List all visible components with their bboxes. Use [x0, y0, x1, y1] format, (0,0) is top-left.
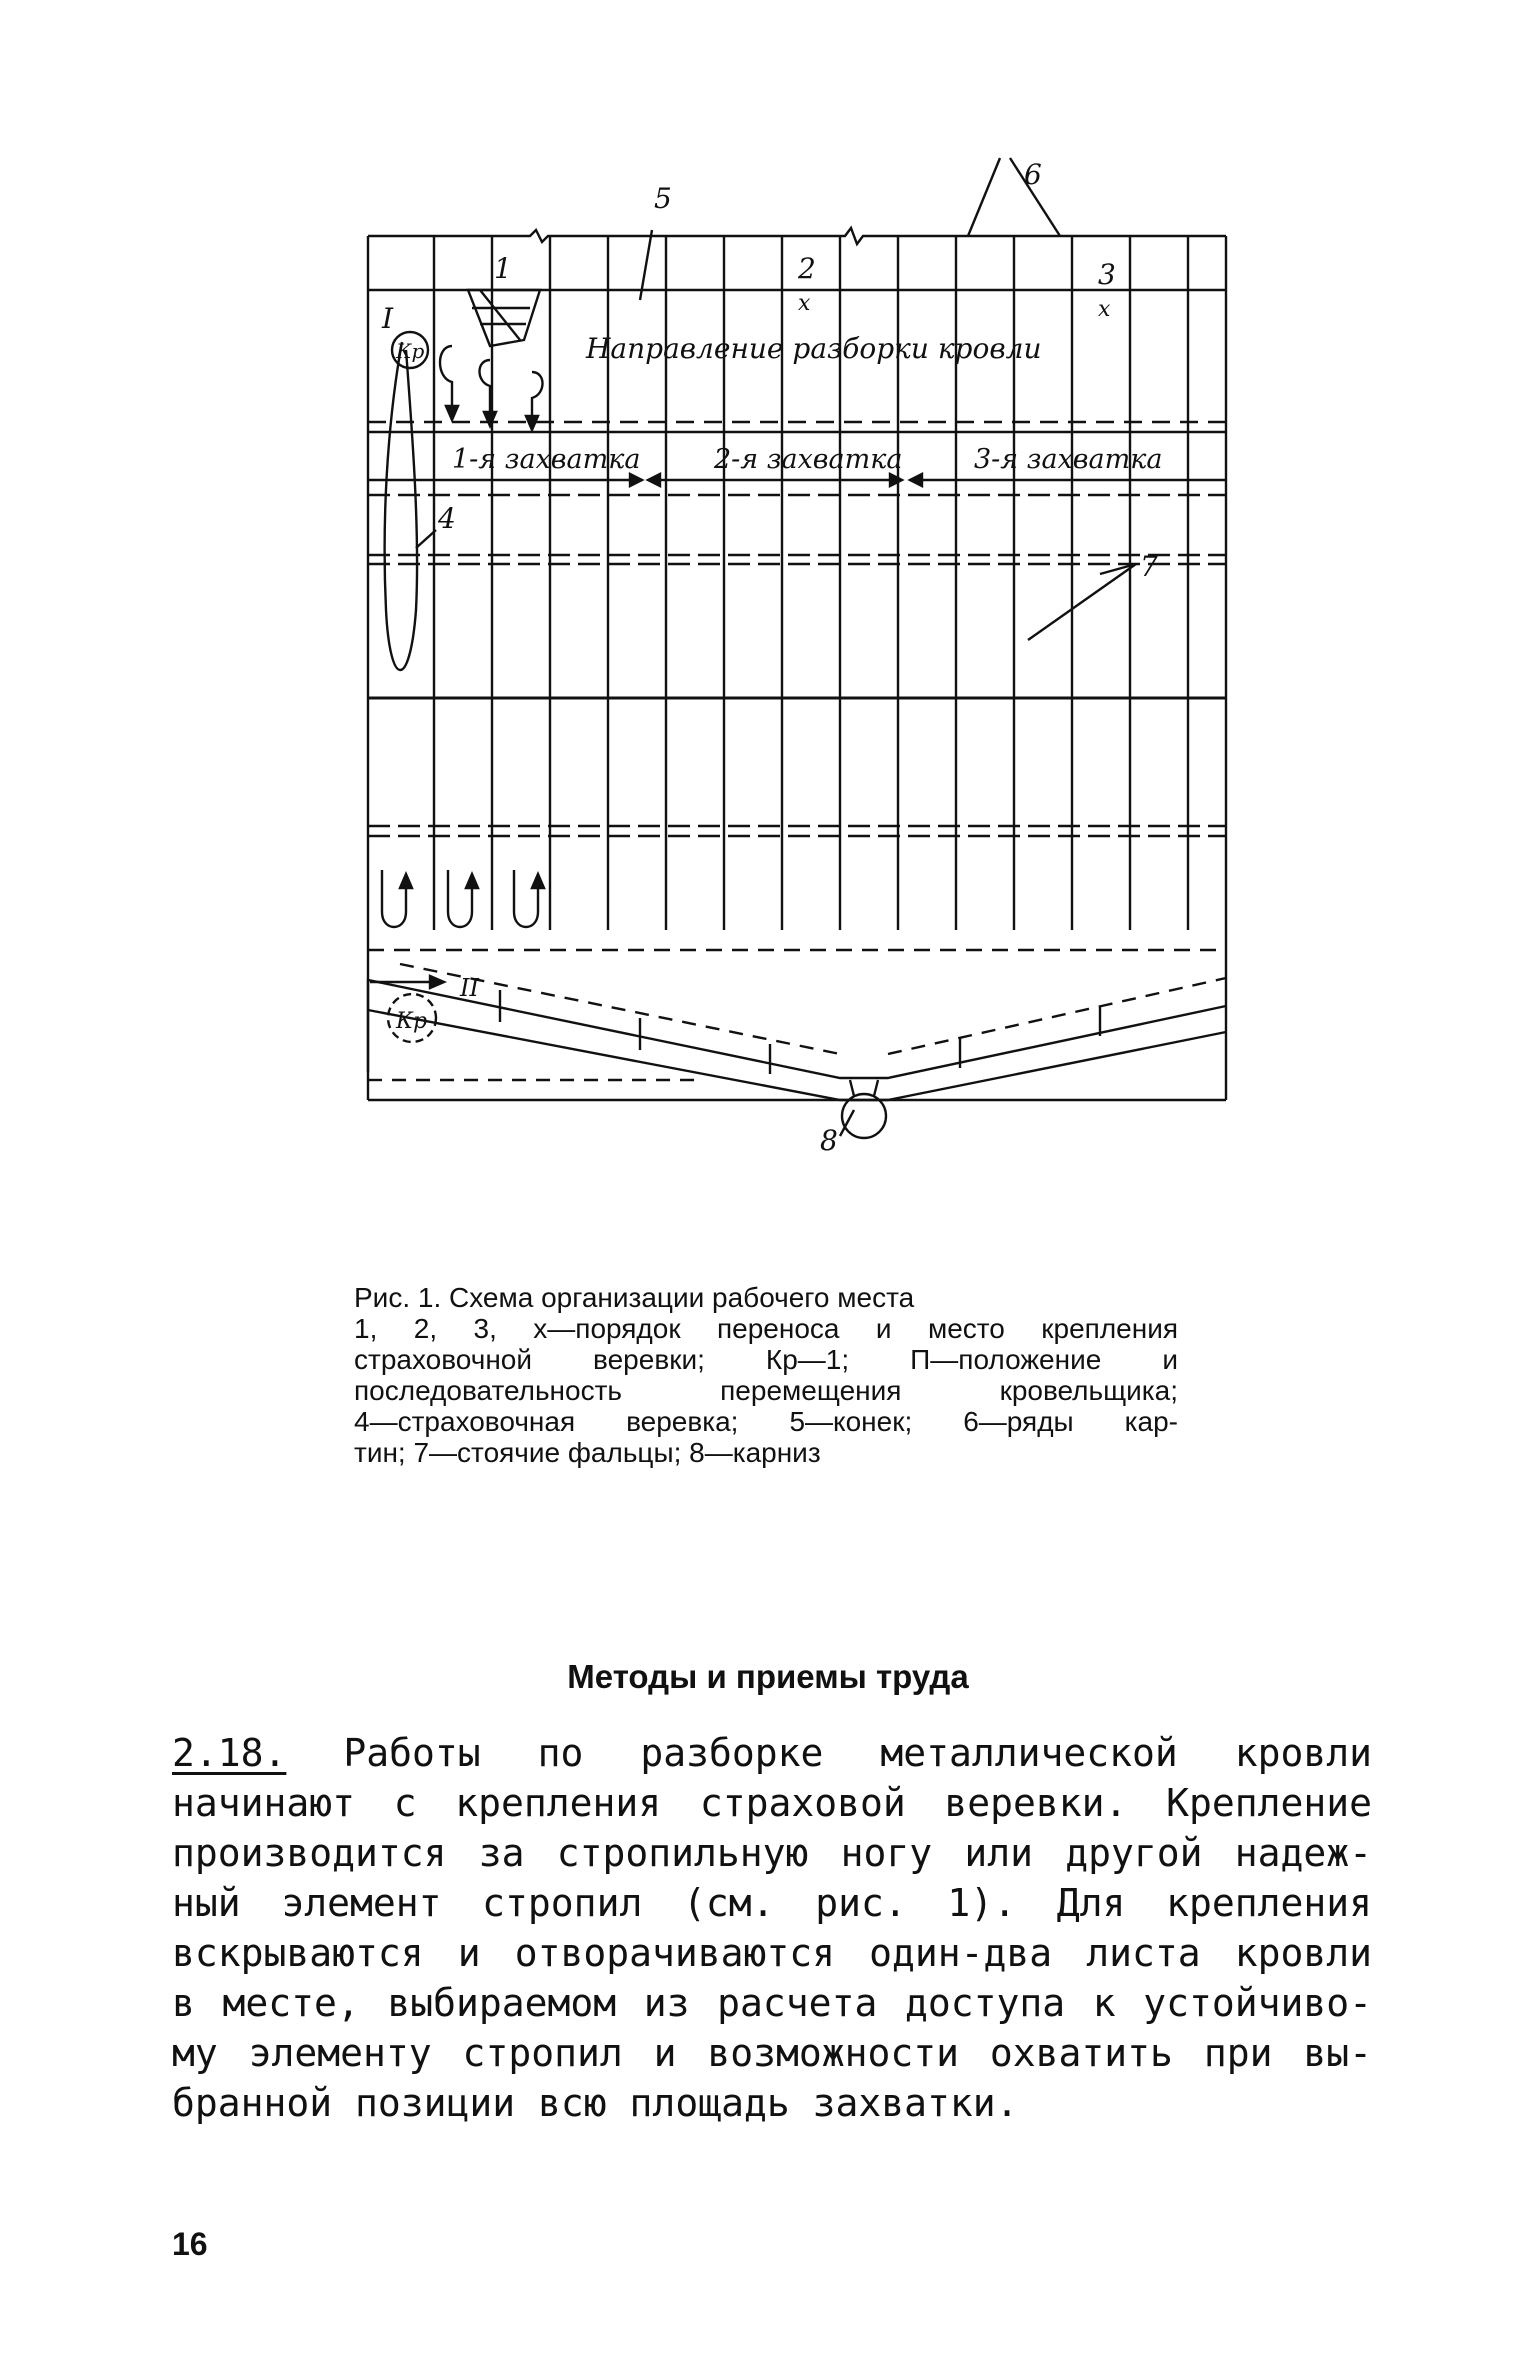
- label-kr-bottom: Кр: [396, 1009, 428, 1034]
- caption-line: 4—страховочная веревка; 5—конек; 6—ряды кар-: [354, 1406, 1178, 1437]
- movement-arrow-1: [440, 346, 452, 412]
- label-position-I: I: [382, 302, 394, 335]
- label-position-II: II: [460, 974, 479, 1002]
- caption-line: последовательность перемещения кровельщика;: [354, 1375, 1178, 1406]
- movement-arrow-2: [480, 360, 491, 418]
- bottom-hook-3: [514, 870, 538, 927]
- label-direction: Направление разборки кровли: [586, 332, 1042, 365]
- label-cross-3: x: [1098, 297, 1111, 322]
- ridge-line: [368, 228, 1226, 244]
- paragraph-line: му элементу стропил и возможности охватить при вы-: [172, 2031, 1372, 2075]
- paragraph-line: в месте, выбираемом из расчета доступа к устойчиво-: [172, 1981, 1372, 2025]
- bottom-hook-1: [382, 870, 406, 927]
- paragraph-line: производится за стропильную ногу или другой надеж-: [172, 1831, 1372, 1875]
- figure-caption: [354, 1282, 1178, 1468]
- label-order-2: 2: [798, 252, 816, 285]
- paragraph-2-18: [172, 1728, 1372, 2128]
- paragraph-first-line-text: Работы по разборке металлической кровли: [343, 1731, 1372, 1775]
- label-5: 5: [654, 182, 672, 215]
- seams-leader-7a: [1028, 564, 1136, 640]
- label-kr-top: Кр: [396, 339, 425, 363]
- paragraph-line: начинают с крепления страховой веревки. Крепление: [172, 1781, 1372, 1825]
- rows-leader-6a: [968, 158, 1000, 236]
- label-grab-1: 1-я захватка: [452, 444, 641, 475]
- paragraph-line: вскрываются и отворачиваются один-два листа кровли: [172, 1931, 1372, 1975]
- roof-scheme-drawing: [340, 150, 1240, 1260]
- paragraph-number: 2.18.: [172, 1731, 287, 1775]
- hook-scaffold-1: [468, 290, 540, 346]
- caption-line: 1, 2, 3, х—порядок переноса и место крепления: [354, 1313, 1178, 1344]
- safety-rope: [385, 342, 417, 670]
- label-order-1: 1: [494, 252, 512, 285]
- caption-line: страховочной веревки; Кр—1; П—положение и: [354, 1344, 1178, 1375]
- paragraph-first-line: [172, 1728, 1372, 1778]
- label-8: 8: [820, 1124, 838, 1157]
- label-7: 7: [1140, 550, 1158, 583]
- roof-scheme-figure: [340, 150, 1240, 1260]
- label-grab-2: 2-я захватка: [714, 444, 903, 475]
- caption-line: Рис. 1. Схема организации рабочего места: [354, 1282, 915, 1313]
- bottom-hook-2: [448, 870, 472, 927]
- label-6: 6: [1024, 158, 1042, 191]
- label-4: 4: [438, 502, 456, 535]
- section-heading: Методы и приемы труда: [567, 1658, 969, 1695]
- sheet-row-seams: [368, 290, 1226, 1080]
- paragraph-line: бранной позиции всю площадь захватки.: [172, 2081, 1019, 2125]
- eaves-gutter: [368, 950, 1226, 1138]
- caption-line: тин; 7—стоячие фальцы; 8—карниз: [354, 1437, 821, 1468]
- label-grab-3: 3-я захватка: [974, 444, 1163, 475]
- label-order-3: 3: [1098, 258, 1116, 291]
- page-number: 16: [172, 2226, 208, 2262]
- movement-arrow-3: [532, 372, 543, 422]
- label-cross-2: x: [798, 291, 811, 316]
- paragraph-line: ный элемент стропил (см. рис. 1). Для крепления: [172, 1881, 1372, 1925]
